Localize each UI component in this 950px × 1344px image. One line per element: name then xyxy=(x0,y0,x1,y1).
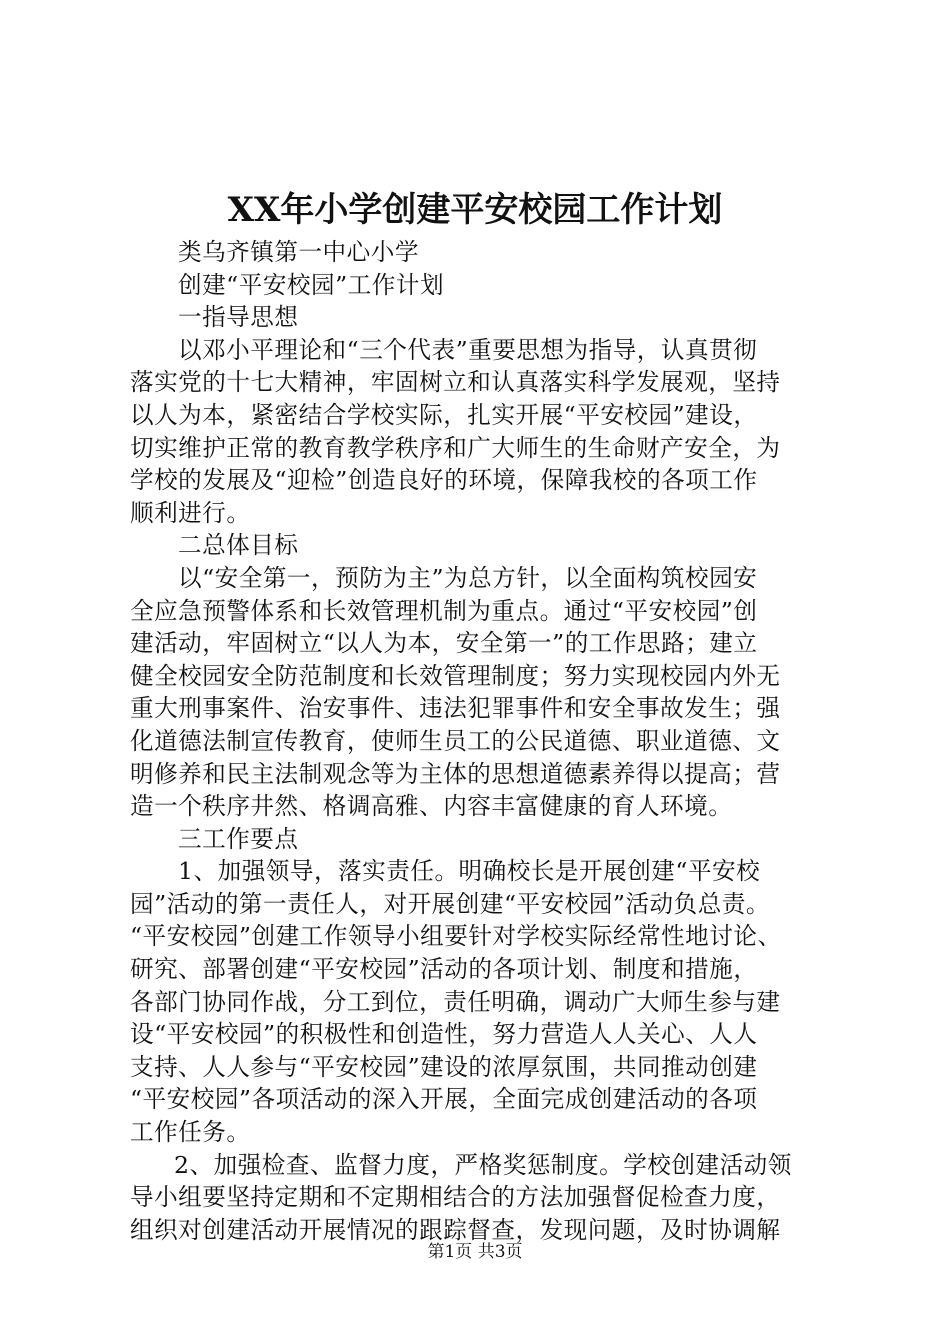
text-line: 类乌齐镇第一中心小学 xyxy=(178,238,419,266)
text-line: 创建“平安校园”工作计划 xyxy=(178,270,445,299)
text-line: 二总体目标 xyxy=(178,531,299,560)
text-line: 健全校园安全防范制度和长效管理制度；努力实现校园内外无 xyxy=(130,661,781,690)
page-footer: 第1页 共3页 xyxy=(427,1242,523,1262)
text-line: 重大刑事案件、治安事件、违法犯罪事件和安全事故发生；强 xyxy=(130,694,781,723)
text-line: 导小组要坚持定期和不定期相结合的方法加强督促检查力度， xyxy=(130,1183,781,1212)
text-line: 全应急预警体系和长效管理机制为重点。通过“平安校园”创 xyxy=(130,596,758,625)
text-line: 以“安全第一，预防为主”为总方针，以全面构筑校园安 xyxy=(178,563,758,592)
text-line: 设“平安校园”的积极性和创造性，努力营造人人关心、人人 xyxy=(130,1020,758,1049)
text-line: 一指导思想 xyxy=(178,303,299,332)
text-line: 三工作要点 xyxy=(178,824,299,853)
document-body xyxy=(130,236,820,1246)
text-line: 2、加强检查、监督力度，严格奖惩制度。学校创建活动领 xyxy=(174,1150,792,1179)
text-line: 组织对创建活动开展情况的跟踪督查，发现问题，及时协调解 xyxy=(130,1215,781,1244)
text-line: 明修养和民主法制观念等为主体的思想道德素养得以提高；营 xyxy=(130,759,781,788)
page-title: XX年小学创建平安校园工作计划 xyxy=(227,190,723,230)
text-line: 化道德法制宣传教育，使师生员工的公民道德、职业道德、文 xyxy=(130,726,781,755)
text-line: 支持、人人参与“平安校园”建设的浓厚氛围，共同推动创建 xyxy=(130,1052,758,1081)
text-line: “平安校园”各项活动的深入开展，全面完成创建活动的各项 xyxy=(130,1085,758,1114)
text-line: 以邓小平理论和“三个代表”重要思想为指导，认真贯彻 xyxy=(178,335,758,364)
text-line: 学校的发展及“迎检”创造良好的环境，保障我校的各项工作 xyxy=(130,466,758,495)
text-line: 1、加强领导，落实责任。明确校长是开展创建“平安校 xyxy=(178,857,761,886)
text-line: 各部门协同作战，分工到位，责任明确，调动广大师生参与建 xyxy=(130,987,781,1016)
text-line: 以人为本，紧密结合学校实际，扎实开展“平安校园”建设， xyxy=(130,400,758,429)
text-line: 顺利进行。 xyxy=(130,498,251,527)
text-line: 造一个秩序井然、格调高雅、内容丰富健康的育人环境。 xyxy=(130,792,733,821)
text-line: 切实维护正常的教育教学秩序和广大师生的生命财产安全，为 xyxy=(130,433,781,462)
text-line: 园”活动的第一责任人，对开展创建“平安校园”活动负总责。 xyxy=(130,889,771,918)
text-line: 落实党的十七大精神，牢固树立和认真落实科学发展观，坚持 xyxy=(130,368,781,397)
text-line: 研究、部署创建“平安校园”活动的各项计划、制度和措施， xyxy=(130,955,758,984)
text-line: 工作任务。 xyxy=(130,1118,251,1147)
text-line: 建活动，牢固树立“以人为本，安全第一”的工作思路；建立 xyxy=(130,629,758,658)
text-line: “平安校园”创建工作领导小组要针对学校实际经常性地讨论、 xyxy=(130,922,782,951)
